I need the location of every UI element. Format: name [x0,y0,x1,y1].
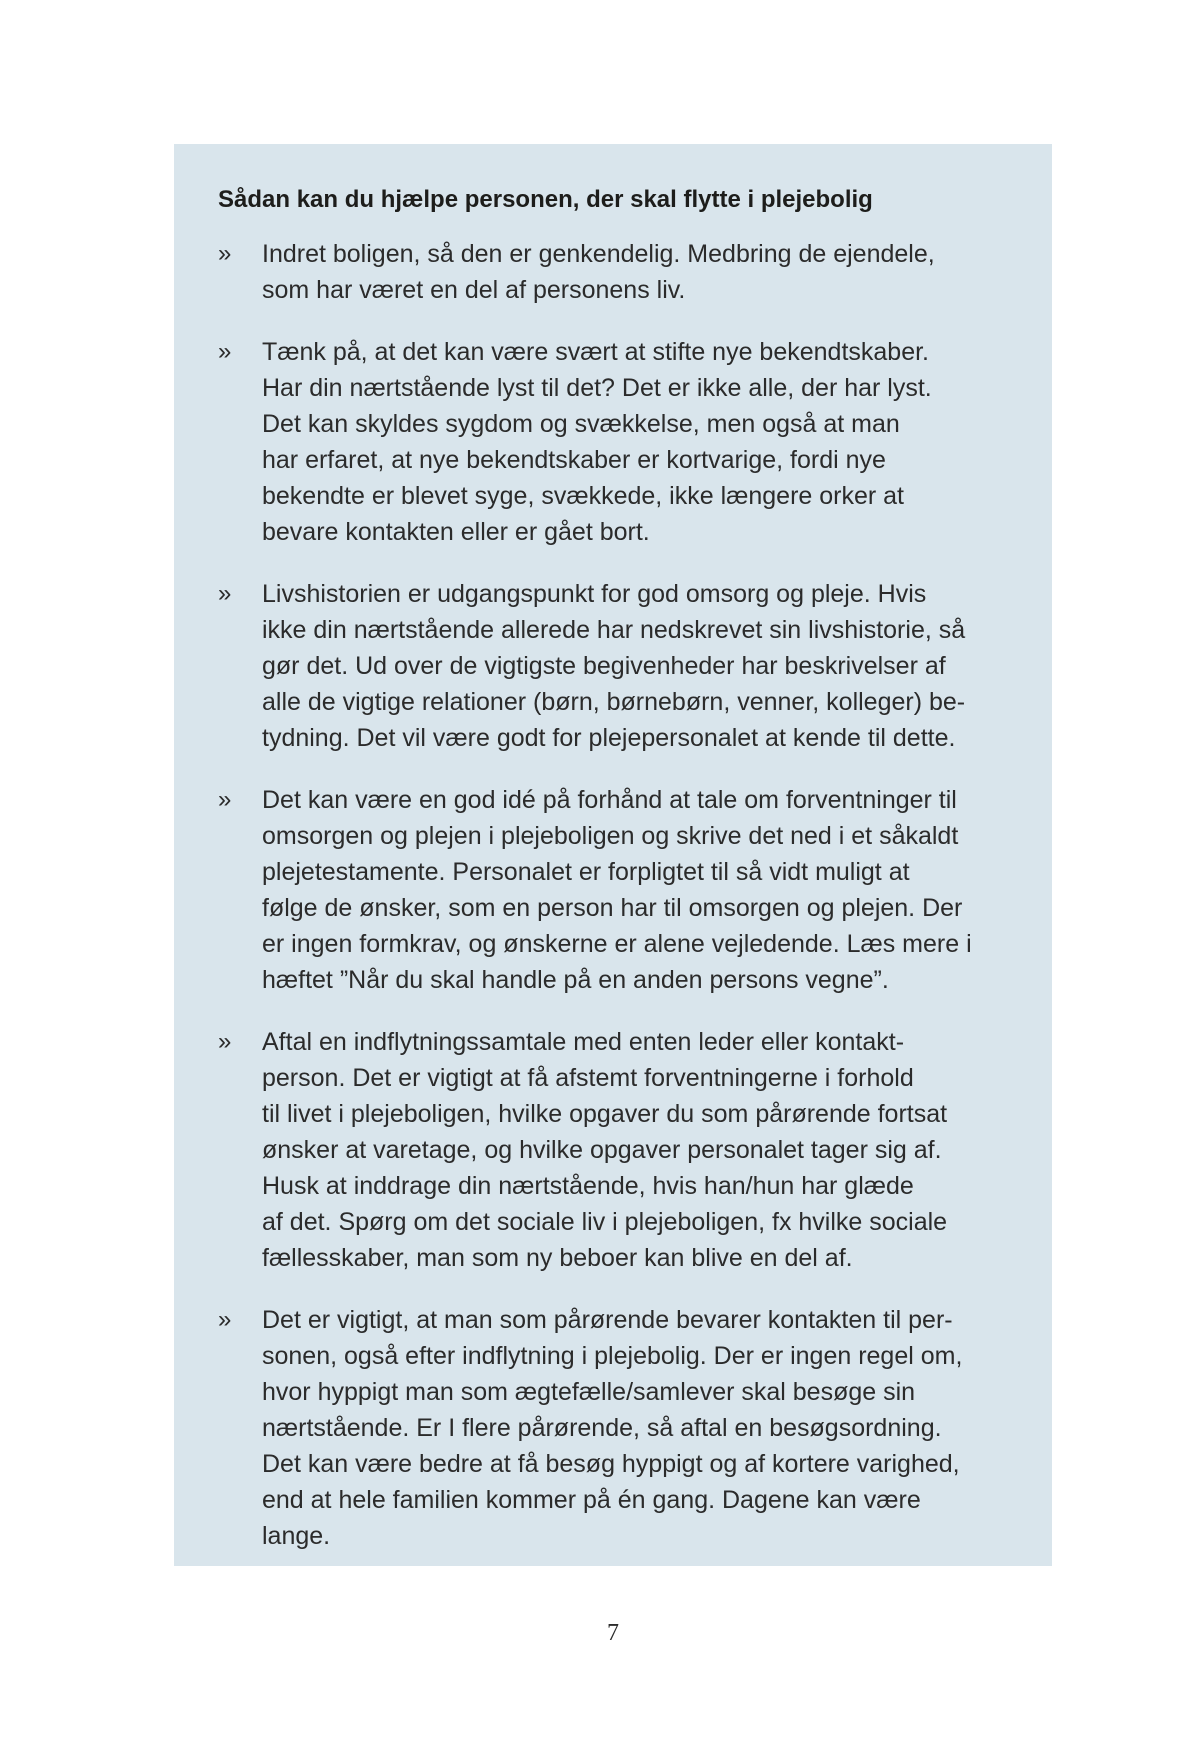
bullet-text: Det er vigtigt, at man som pårørende bevarer kontakten til per- sonen, også efter indflytning i plejebolig. Der er ingen regel om, hvor hyppigt man som ægtefælle/samlever skal besøge sin nærtstående. Er I flere pårørende, så aftal en besøgsordning. Det kan være bedre at få besøg hyppigt og af kortere varighed, end at hele familien kommer på én gang. Dagene kan være lange. [262,1306,963,1550]
bullet-marker: » [218,1028,232,1055]
list-item [218,1024,1052,1276]
list-item [218,576,1052,756]
list-item [218,1302,1052,1554]
info-box [174,144,1052,1566]
bullet-text: Indret boligen, så den er genkendelig. Medbring de ejendele, som har været en del af personens liv. [262,240,935,304]
bullet-text: Tænk på, at det kan være svært at stifte nye bekendtskaber. Har din nærtstående lyst til det? Det er ikke alle, der har lyst. Det kan skyldes sygdom og svækkelse, men også at man har erfaret, at nye bekendtskaber er kortvarige, fordi nye bekendte er blevet syge, svækkede, ikke længere orker at bevare kontakten eller er gået bort. [262,338,932,546]
list-item [218,782,1052,998]
bullet-marker: » [218,1306,232,1333]
bullet-text: Livshistorien er udgangspunkt for god omsorg og pleje. Hvis ikke din nærtstående allerede har nedskrevet sin livshistorie, så gør det. Ud over de vigtigste begivenheder har beskrivelser af alle de vigtige relationer (børn, børnebørn, venner, kolleger) be- tydning. Det vil være godt for plejepersonalet at kende til dette. [262,580,966,752]
page-number: 7 [607,1620,619,1646]
box-heading: Sådan kan du hjælpe personen, der skal flytte i plejebolig [218,186,873,213]
bullet-list [218,236,1052,1554]
list-item [218,334,1052,550]
bullet-marker: » [218,786,232,813]
bullet-marker: » [218,240,232,267]
bullet-marker: » [218,580,232,607]
list-item [218,236,1052,308]
bullet-marker: » [218,338,232,365]
bullet-text: Det kan være en god idé på forhånd at tale om forventninger til omsorgen og plejen i plejeboligen og skrive det ned i et såkaldt plejetestamente. Personalet er forpligtet til så vidt muligt at følge de ønsker, som en person har til omsorgen og plejen. Der er ingen formkrav, og ønskerne er alene vejledende. Læs mere i hæftet ”Når du skal handle på en anden persons vegne”. [262,786,972,994]
bullet-text: Aftal en indflytningssamtale med enten leder eller kontakt- person. Det er vigtigt at få afstemt forventningerne i forhold til livet i plejeboligen, hvilke opgaver du som pårørende fortsat ønsker at varetage, og hvilke opgaver personalet tager sig af. Husk at inddrage din nærtstående, hvis han/hun har glæde af det. Spørg om det sociale liv i plejeboligen, fx hvilke sociale fællesskaber, man som ny beboer kan blive en del af. [262,1028,948,1272]
